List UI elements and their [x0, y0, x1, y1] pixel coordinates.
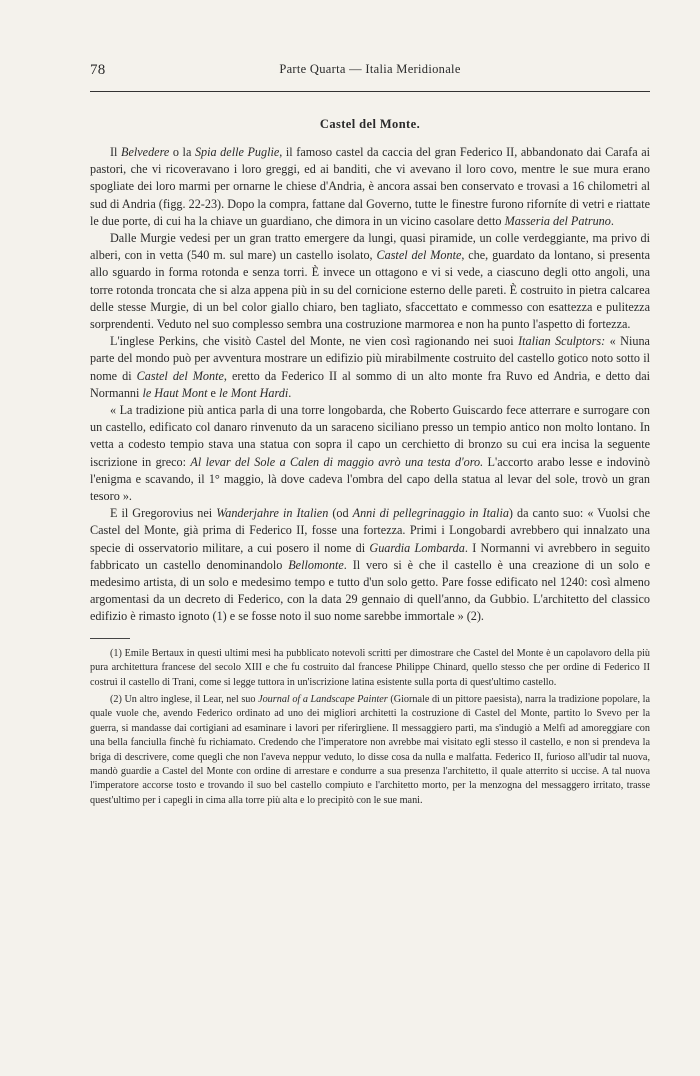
text-run: , eretto da Federico II al sommo di un alto monte fra Ruvo ed Andria, e detto dai Normanni	[90, 368, 650, 400]
running-head: Parte Quarta — Italia Meridionale	[279, 62, 461, 76]
page-header	[90, 60, 650, 82]
text-run: « Niuna parte del mondo può per avventura mostrare un edifizio più mirabilmente costruito del castello gotico noto sotto il nome di	[90, 334, 650, 383]
page-number: 78	[90, 62, 106, 78]
footnote-2	[90, 693, 650, 808]
text-run: (Giornale di un pittore paesista), narra la tradizione popolare, la quale vuole che, avendo Federico ordinato ad uno dei migliori architetti la costruzione di Castel del Monte, partito lo Svevo per la guerra, si mandasse dai cortigiani ad esaminare i lavori per riferirgliene. Il messaggiero partì, ma s'indugiò a Melfi ad amoreggiare con una bella fanciulla finchè fu richiamato. Credendo che l'imperatore non avrebbe mai visitato egli stesso il castello, e non si prendeva la briga di descrivere, come quegli che non l'aveva neppur veduto, lo disse cosa da nulla e malfatta. Federico II, furioso all'udir tal nuova, mandò guardie a Castel del Monte con ordine di arrestare e condurre a sua presenza l'architetto, il quale atterrito si uccise. A tal nuova l'imperatore accorse tosto e trovando il suo bel castello compiuto e l'architetto morto, per la menzogna del messaggero irritato, trasse quest'ultimo per i capegli in cima alla torre più alta e lo precipitò con le sue mani.	[90, 693, 650, 806]
text-run: , che, guardato da lontano, si presenta allo sguardo in forma rotonda e senza torri. È invece un ottagono e vi si vede, a ciascuno degli otto angoli, una torre rotonda troncata che si alza appena più in su del cornicione esterno delle pareti. È costruito in pietra calcarea delle stesse Murgie, di un bel color giallo chiaro, ben tagliato, sfaccettato e commesso con esattezza e pulitezza sorprendenti. Veduto nel suo complesso sembra una costruzione marmorea e non ha punto l'aspetto di fortezza.	[90, 248, 650, 332]
italic-run: Masseria del Patruno	[504, 213, 611, 228]
paragraph-1	[90, 144, 650, 230]
footnote-1	[90, 647, 650, 690]
section-title: Castel del Monte.	[319, 117, 421, 131]
text-run: o la	[169, 145, 195, 159]
italic-run: Guardia Lombarda	[369, 540, 465, 555]
text-run: . I Normanni vi avrebbero in seguito fabbricato un castello denominandolo	[90, 540, 650, 572]
text-run: e	[207, 385, 219, 400]
text-run: , il famoso castel da caccia del gran Federico II, abbandonato dai Carafa ai pastori, che vi ricoveravano i loro greggi, ed ai banditi, che vi avevano il loro covo, mentre le sue mura erano spogliate dei loro marmi per ornarne le chiese d'Andria, è ancora assai ben conservato e trovasi a 16 chilometri al sud di Andria (figg. 22-23). Dopo la compra, fattane dal Governo, tutte le finestre furono riforníte di vetri e riattate le due porte, di cui ha la chiave un guardiano, che dimora in un vicino casolare detto	[90, 145, 651, 228]
paragraph-3	[90, 333, 650, 402]
text-run: . Il vero si è che il castello è una creazione di un solo e medesimo artista, di un solo e medesimo tempo e tutto d'un solo getto. Pare fosse edificato nel 1240: così almeno argomentasi da un decreto di Federico, con la data 29 gennaio di quell'anno, da Gubbio. L'architetto del classico edifizio è rimasto ignoto (1) e se fosse noto il suo nome sarebbe immortale » (2).	[90, 557, 650, 624]
italic-run: Al levar del Sole a Calen di maggio avrò una testa d'oro.	[190, 454, 484, 469]
text-run: E il Gregorovius nei	[110, 506, 217, 521]
text-run: L'accorto arabo lesse e indovinò l'enigma e scavando, il 1° maggio, là dove cadeva l'ombra del capo della statua al levar del sole, trovò un gran tesoro ».	[90, 454, 650, 504]
text-run: « La tradizione più antica parla di una torre longobarda, che Roberto Guiscardo fece atterrare e surrogare con un castello, edificato col danaro rinvenuto da un saraceno siciliano presso un tempio antico non molto lontano. In vetta a codesto tempio stava una statua con sopra il capo un cerchietto di bronzo su cui era incisa la seguente iscrizione in greco:	[90, 403, 650, 469]
italic-run: Belvedere	[121, 145, 170, 159]
text-run: ) da canto suo: « Vuolsi che Castel del Monte, già prima di Federico II, fosse una fortezza. Primi i Longobardi avrebbero qui innalzato una specie di osservatorio militare, a cui posero il nome di	[90, 506, 650, 555]
text-run: (1) Emile Bertaux in questi ultimi mesi ha pubblicato notevoli scritti per dimostrare che Castel del Monte è un capolavoro della più pura architettura francese del secolo XIII e che fu costruito dal francese Philippe Chinard, quello stesso che per ordine di Federico II costruì il castello di Trani, come si legge tuttora in un'iscrizione latina esistente sulla porta di quest'ultimo castello.	[90, 647, 650, 688]
italic-run: le Haut Mont	[142, 385, 208, 400]
paragraph-4	[90, 402, 650, 505]
paragraph-2	[90, 230, 650, 333]
text-run: L'inglese Perkins, che visitò Castel del Monte, ne vien così ragionando nei suoi	[110, 334, 519, 349]
text-run: .	[288, 385, 292, 400]
header-rule	[90, 91, 650, 92]
text-run: Il	[110, 145, 122, 159]
italic-run: Journal of a Landscape Painter	[258, 693, 388, 705]
italic-run: Spia delle Puglie	[194, 145, 280, 159]
footnote-rule	[90, 638, 130, 639]
main-text	[90, 117, 650, 811]
text-run: (2) Un altro inglese, il Lear, nel suo	[110, 693, 259, 705]
text-run: .	[610, 213, 614, 228]
text-run: (od	[328, 506, 353, 521]
italic-run: Anni di pellegrinaggio in Italia	[352, 506, 509, 521]
italic-run: Castel del Monte	[136, 368, 224, 383]
paragraph-5	[90, 505, 650, 625]
italic-run: le Mont Hardi	[218, 385, 289, 400]
italic-run: Wanderjahre in Italien	[216, 506, 329, 521]
text-run: Dalle Murgie vedesi per un gran tratto emergere da lungi, quasi piramide, un colle verdeggiante, ma privo di alberi, con in vetta (540 m. sul mare) un castello isolato,	[90, 231, 650, 263]
italic-run: Bellomonte	[288, 557, 344, 572]
italic-run: Castel del Monte	[376, 248, 462, 263]
italic-run: Italian Sculptors:	[518, 334, 606, 349]
